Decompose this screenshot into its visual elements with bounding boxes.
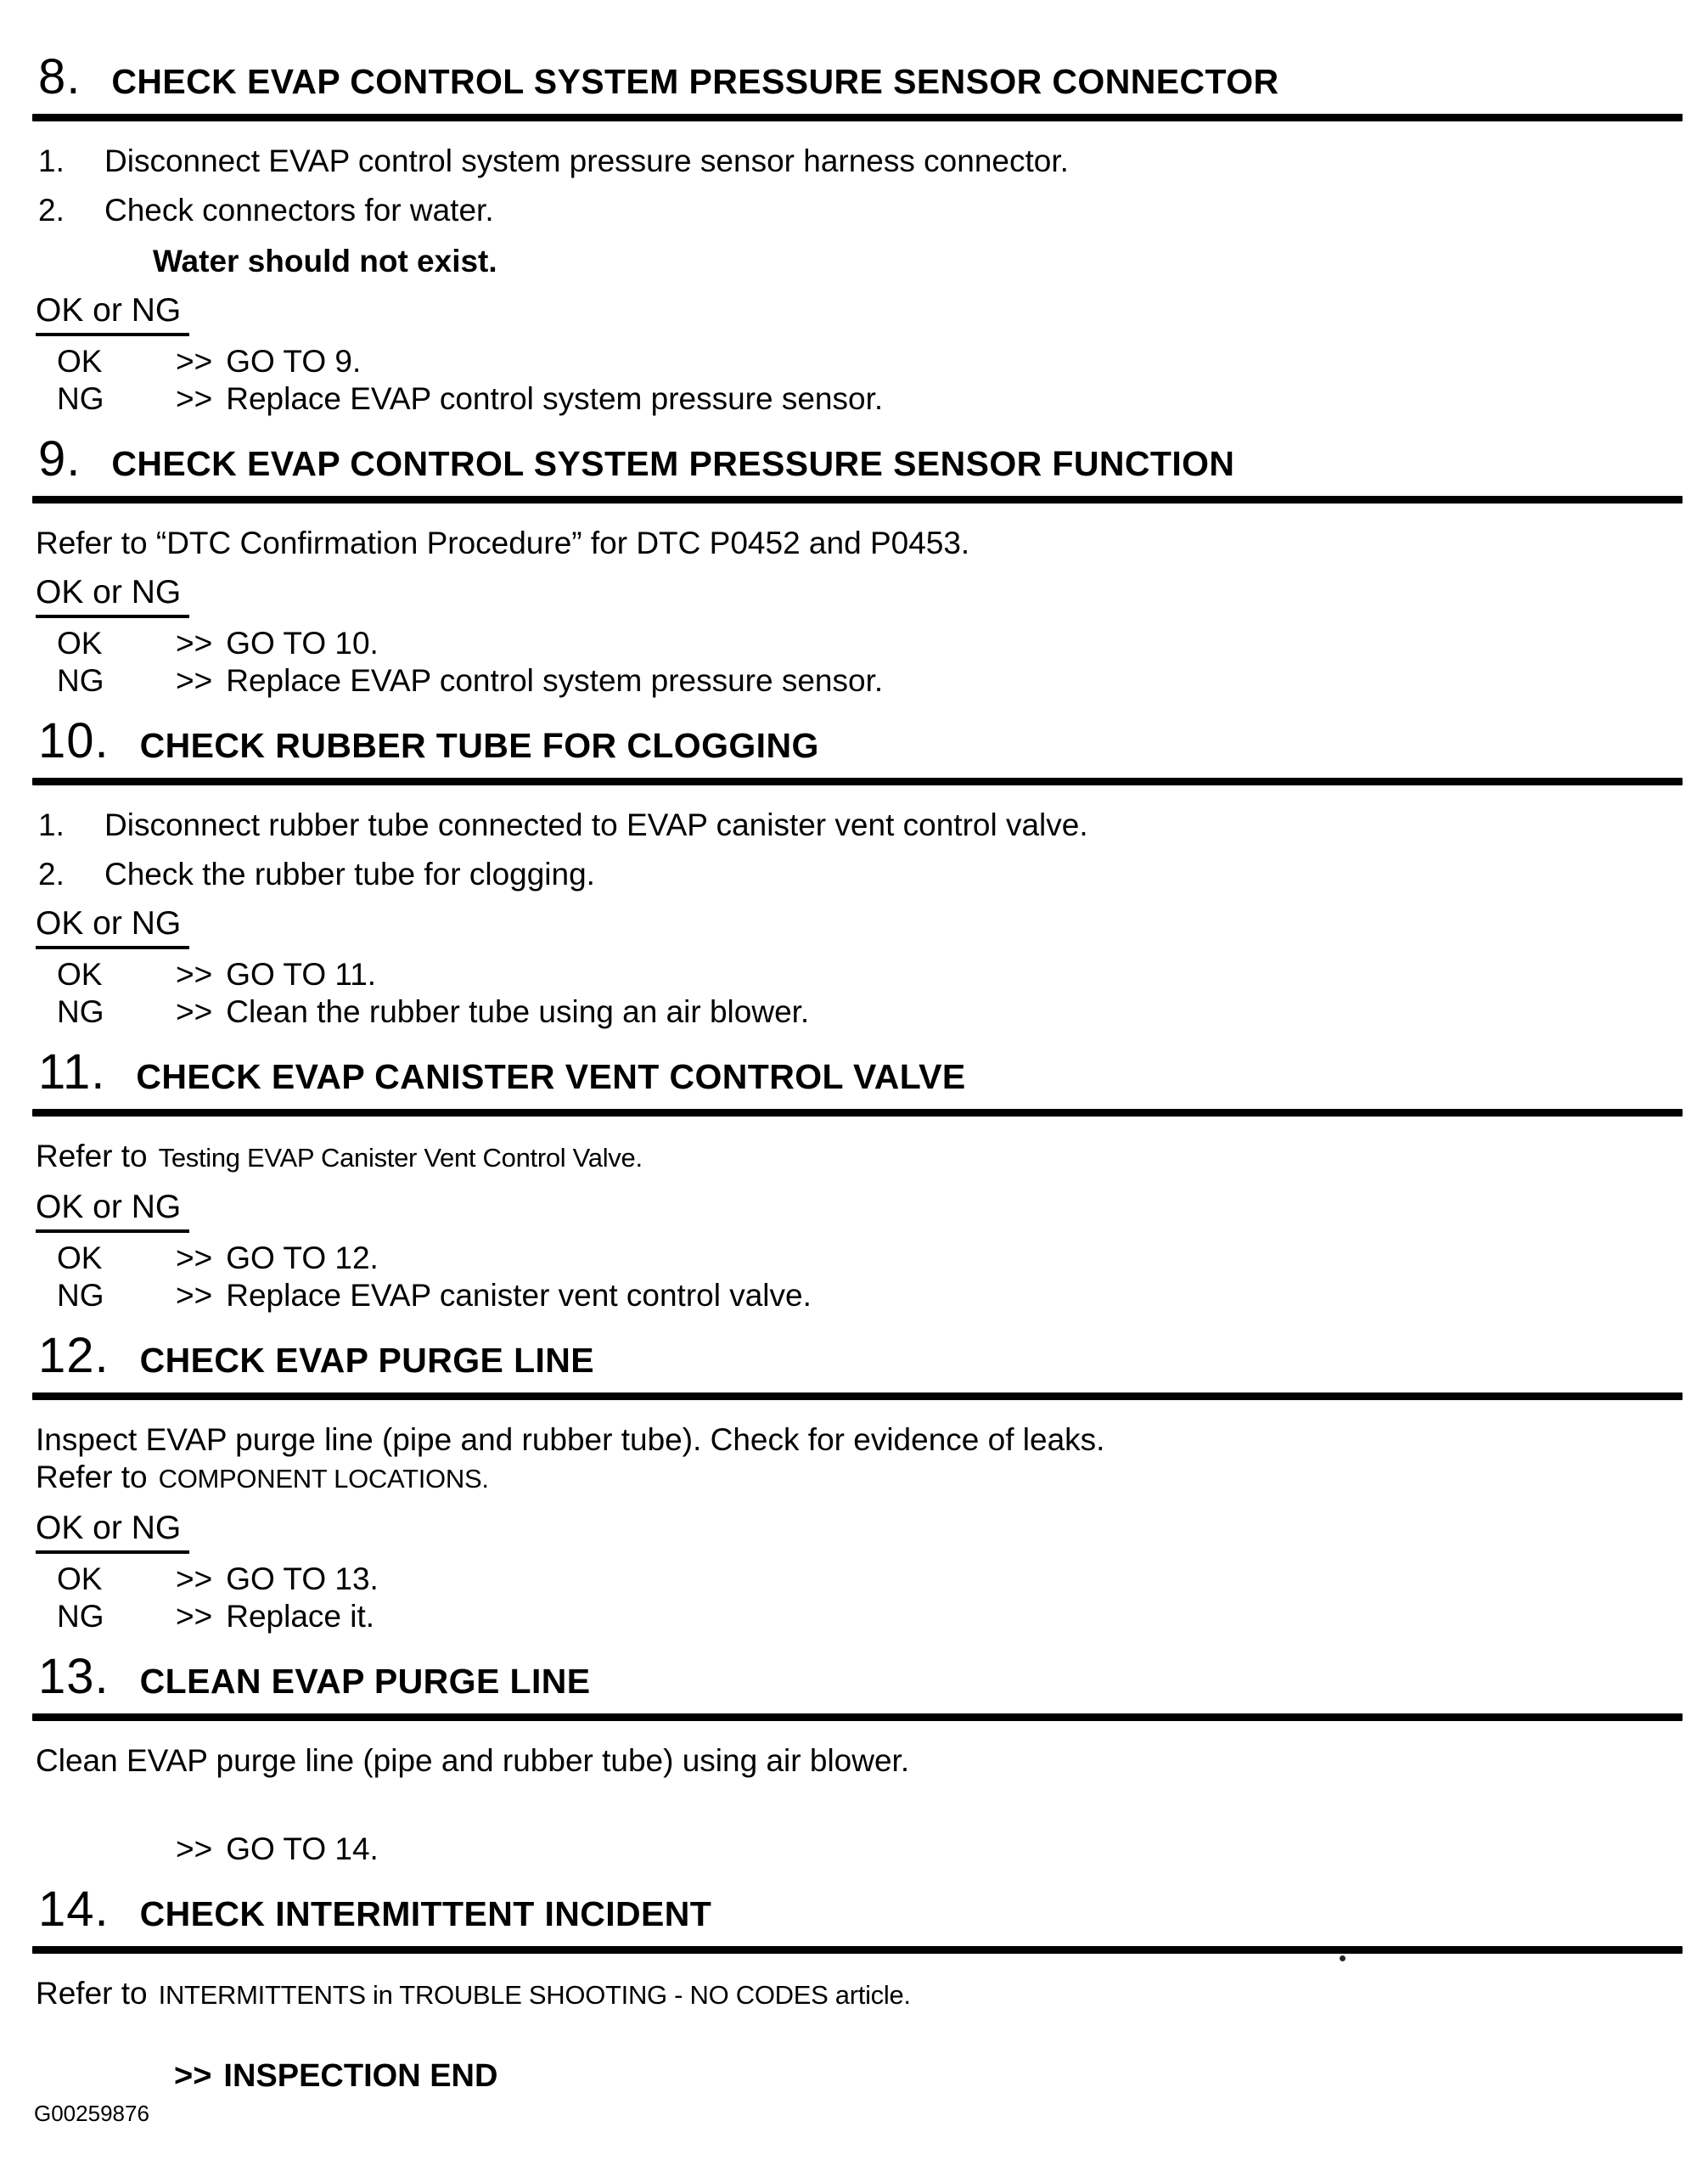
result-arrow-icon: >> xyxy=(176,994,213,1029)
section-8 xyxy=(0,49,1708,418)
ok-or-ng-label: OK or NG xyxy=(36,1508,189,1554)
refer-suffix: . xyxy=(635,1143,643,1173)
result-label: NG xyxy=(57,1278,104,1313)
ok-or-ng-label: OK or NG xyxy=(36,903,189,949)
result-row xyxy=(57,343,1708,380)
step-item xyxy=(38,192,1708,229)
refer-line: Refer to “DTC Confirmation Procedure” for DTC P0452 and P0453. xyxy=(36,526,970,560)
result-label: NG xyxy=(57,663,104,698)
result-arrow-icon: >> xyxy=(176,626,213,661)
step-item xyxy=(38,807,1708,844)
refer-line xyxy=(36,1138,1708,1177)
step-text: Disconnect EVAP control system pressure sensor harness connector. xyxy=(104,143,1069,178)
result-label: OK xyxy=(57,344,103,379)
refer-prefix: Refer to xyxy=(36,1139,148,1173)
section-number: 14. xyxy=(38,1882,110,1937)
result-row xyxy=(57,1277,1708,1314)
ok-or-ng-row xyxy=(36,1508,1708,1554)
refer-suffix: . xyxy=(903,1980,911,2010)
refer-prefix: Refer to xyxy=(36,1976,148,2011)
section-divider xyxy=(32,778,1683,785)
result-arrow-icon: >> xyxy=(176,381,213,416)
result-row xyxy=(57,1240,1708,1277)
ok-or-ng-row xyxy=(36,572,1708,618)
step-text: Disconnect rubber tube connected to EVAP canister vent control valve. xyxy=(104,807,1088,842)
section-number: 11. xyxy=(38,1044,106,1100)
result-arrow-icon: >> xyxy=(176,344,213,379)
result-text: GO TO 12. xyxy=(226,1241,379,1275)
lone-result-row xyxy=(176,1831,1708,1868)
ok-or-ng-label: OK or NG xyxy=(36,290,189,336)
refer-target: COMPONENT LOCATIONS xyxy=(158,1464,482,1494)
section-11-heading xyxy=(38,1044,1708,1100)
section-14-heading xyxy=(38,1882,1708,1937)
result-text: GO TO 9. xyxy=(226,344,362,379)
ok-or-ng-label: OK or NG xyxy=(36,572,189,618)
body-line: Clean EVAP purge line (pipe and rubber tube) using air blower. xyxy=(36,1743,910,1778)
step-item xyxy=(38,143,1708,180)
result-arrow-icon: >> xyxy=(176,663,213,698)
figure-id: G00259876 xyxy=(34,2101,149,2126)
result-label: OK xyxy=(57,1561,103,1596)
refer-target: INTERMITTENTS in TROUBLE SHOOTING - NO CODES article xyxy=(158,1980,904,2010)
result-text: GO TO 11. xyxy=(226,957,377,992)
step-text: Check connectors for water. xyxy=(104,193,494,228)
result-text: GO TO 14. xyxy=(226,1831,379,1866)
result-label: NG xyxy=(57,994,104,1029)
section-9-heading xyxy=(38,431,1708,487)
ok-or-ng-row xyxy=(36,1187,1708,1233)
section-title: CHECK EVAP CONTROL SYSTEM PRESSURE SENSOR CONNECTOR xyxy=(111,62,1279,101)
result-label: OK xyxy=(57,626,103,661)
step-number: 2. xyxy=(38,193,65,228)
section-title: CLEAN EVAP PURGE LINE xyxy=(139,1662,591,1701)
step-item xyxy=(38,856,1708,893)
result-row xyxy=(57,625,1708,662)
refer-prefix: Refer to xyxy=(36,1460,148,1494)
section-8-heading xyxy=(38,49,1708,104)
result-text: Replace EVAP control system pressure sensor. xyxy=(226,381,884,416)
result-row xyxy=(57,662,1708,700)
section-14 xyxy=(0,1882,1708,2126)
inspection-end-row xyxy=(174,2056,1708,2096)
step-number: 2. xyxy=(38,857,65,892)
result-text: GO TO 10. xyxy=(226,626,379,661)
section-divider xyxy=(32,114,1683,121)
section-12 xyxy=(0,1328,1708,1635)
result-row xyxy=(57,1598,1708,1635)
result-arrow-icon: >> xyxy=(176,1241,213,1275)
section-13-heading xyxy=(38,1649,1708,1704)
body-line: Inspect EVAP purge line (pipe and rubber tube). Check for evidence of leaks. xyxy=(36,1422,1105,1457)
section-10-heading xyxy=(38,713,1708,768)
result-label: OK xyxy=(57,1241,103,1275)
step-text: Check the rubber tube for clogging. xyxy=(104,857,595,892)
refer-target: Testing EVAP Canister Vent Control Valve xyxy=(158,1143,636,1173)
step-number: 1. xyxy=(38,143,65,178)
section-number: 8. xyxy=(38,49,81,104)
section-divider xyxy=(32,1946,1683,1954)
result-label: NG xyxy=(57,1599,104,1634)
result-text: Clean the rubber tube using an air blower. xyxy=(226,994,810,1029)
refer-line xyxy=(36,1975,1708,2014)
result-row xyxy=(57,1561,1708,1598)
result-arrow-icon: >> xyxy=(176,1278,213,1313)
scan-artifact-dot xyxy=(1340,1955,1346,1961)
section-11 xyxy=(0,1044,1708,1314)
refer-suffix: . xyxy=(481,1464,489,1494)
refer-line xyxy=(36,1459,1708,1498)
result-arrow-icon: >> xyxy=(176,1831,213,1866)
result-label: NG xyxy=(57,381,104,416)
result-arrow-icon: >> xyxy=(176,1561,213,1596)
result-text: Replace EVAP canister vent control valve. xyxy=(226,1278,812,1313)
section-title: CHECK EVAP CONTROL SYSTEM PRESSURE SENSOR FUNCTION xyxy=(111,444,1235,483)
result-arrow-icon: >> xyxy=(176,957,213,992)
result-row xyxy=(57,993,1708,1031)
section-divider xyxy=(32,496,1683,504)
section-9 xyxy=(0,431,1708,700)
section-number: 13. xyxy=(38,1649,110,1704)
result-arrow-icon: >> xyxy=(174,2058,212,2094)
section-number: 10. xyxy=(38,713,110,768)
ok-or-ng-row xyxy=(36,903,1708,949)
step-number: 1. xyxy=(38,807,65,842)
section-divider xyxy=(32,1713,1683,1721)
inspection-end-label: INSPECTION END xyxy=(223,2058,498,2094)
section-title: CHECK EVAP PURGE LINE xyxy=(139,1341,595,1380)
result-text: Replace it. xyxy=(226,1599,375,1634)
section-title: CHECK INTERMITTENT INCIDENT xyxy=(139,1894,712,1933)
section-title: CHECK EVAP CANISTER VENT CONTROL VALVE xyxy=(136,1057,966,1096)
section-13 xyxy=(0,1649,1708,1868)
section-number: 12. xyxy=(38,1328,110,1383)
section-title: CHECK RUBBER TUBE FOR CLOGGING xyxy=(139,726,819,765)
section-number: 9. xyxy=(38,431,81,487)
result-row xyxy=(57,380,1708,418)
spec-note: Water should not exist. xyxy=(153,244,497,278)
result-label: OK xyxy=(57,957,103,992)
ok-or-ng-row xyxy=(36,290,1708,336)
result-row xyxy=(57,956,1708,993)
result-arrow-icon: >> xyxy=(176,1599,213,1634)
result-text: Replace EVAP control system pressure sensor. xyxy=(226,663,884,698)
section-10 xyxy=(0,713,1708,1031)
ok-or-ng-label: OK or NG xyxy=(36,1187,189,1233)
section-12-heading xyxy=(38,1328,1708,1383)
section-divider xyxy=(32,1392,1683,1400)
result-text: GO TO 13. xyxy=(226,1561,379,1596)
section-divider xyxy=(32,1109,1683,1117)
